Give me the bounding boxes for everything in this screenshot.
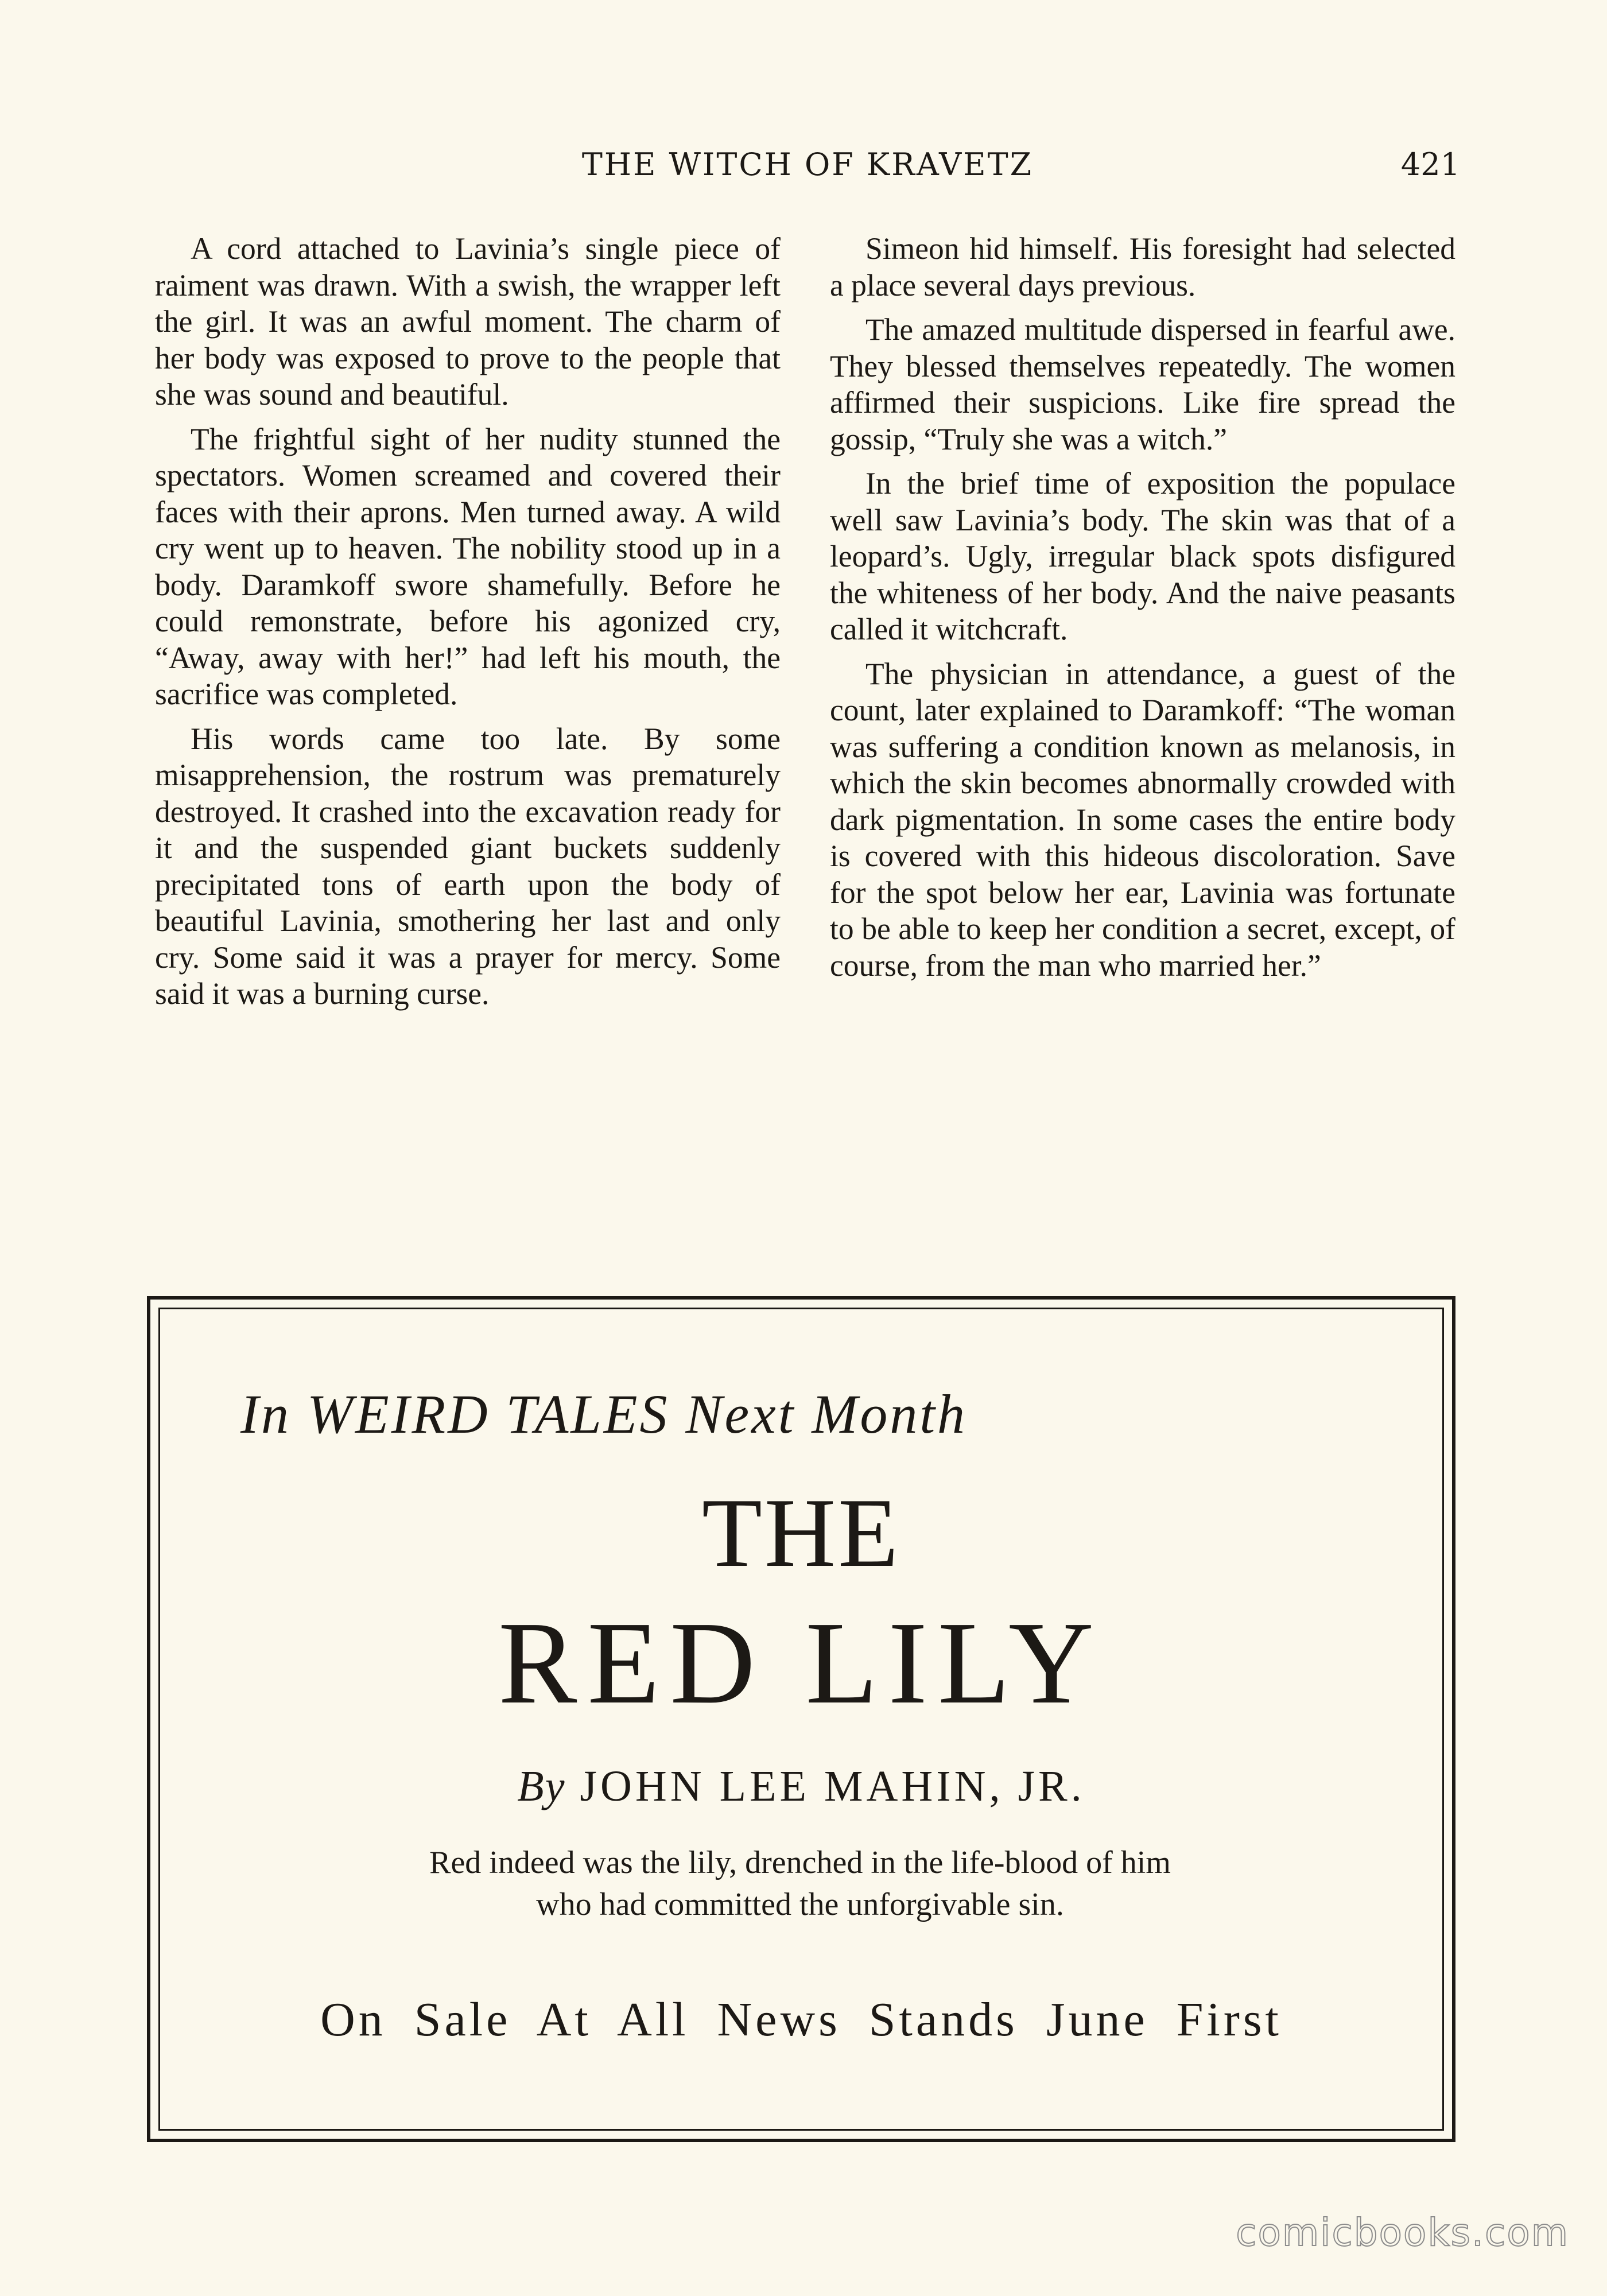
ad-title-line-1: THE (701, 1479, 901, 1588)
watermark: comicbooks.com (1236, 2210, 1569, 2255)
paragraph: His words came too late. By some misapprehension, the rostrum was prematurely destroyed. It crashed into the excavation ready for it and the suspended giant buckets suddenly precipitated tons of earth upon the body of beautiful Lavinia, smothering her last and only cry. Some said it was a prayer for mercy. Some said it was a burning curse. (155, 721, 781, 1011)
left-column (155, 231, 781, 1021)
ad-byline (160, 1760, 1442, 1812)
advertisement-inner-border (158, 1308, 1444, 2131)
right-column (830, 231, 1455, 992)
ad-footer: On Sale At All News Stands June First (320, 1993, 1282, 2046)
paragraph: The amazed multitude dispersed in fearful awe. They blessed themselves repeatedly. The women affirmed their suspicions. Like fire spread the gossip, “Truly she was a witch.” (830, 312, 1455, 456)
ad-byline-prefix: By (517, 1762, 566, 1810)
paragraph: A cord attached to Lavinia’s single piece of raiment was drawn. With a swish, the wrapper left the girl. It was an awful moment. The charm of her body was exposed to prove to the people that she was sound and beautiful. (155, 231, 781, 412)
paragraph: In the brief time of exposition the populace well saw Lavinia’s body. The skin was that of a leopard’s. Ugly, irregular black spots disfigured the whiteness of her body. And the naive peasants called it witchcraft. (830, 466, 1455, 646)
ad-blurb: Red indeed was the lily, drenched in the life-blood of him who had committed the unforgivable sin. (429, 1845, 1171, 1922)
running-title: THE WITCH OF KRAVETZ (581, 146, 1034, 183)
ad-title-line-2: RED LILY (498, 1597, 1104, 1728)
page-number: 421 (1400, 146, 1460, 183)
advertisement-box (147, 1296, 1455, 2142)
paragraph: The physician in attendance, a guest of the count, later explained to Daramkoff: “The woman was suffering a condition known as melanosis, in which the skin becomes abnormally crowded with dark pigmentation. In some cases the entire body is covered with this hideous discoloration. Save for the spot below her ear, Lavinia was fortunate to be able to keep her condition a secret, except, of course, from the man who married her.” (830, 656, 1455, 983)
paragraph: The frightful sight of her nudity stunned the spectators. Women screamed and covered their faces with their aprons. Men turned away. A wild cry went up to heaven. The nobility stood up in a body. Daramkoff swore shamefully. Before he could remonstrate, before his agonized cry, “Away, away with her!” had left his mouth, the sacrifice was completed. (155, 421, 781, 711)
ad-author: JOHN LEE MAHIN, JR. (580, 1762, 1085, 1810)
ad-kicker: In WEIRD TALES Next Month (240, 1383, 968, 1445)
paragraph: Simeon hid himself. His foresight had selected a place several days previous. (830, 231, 1455, 302)
running-head (155, 145, 1460, 185)
